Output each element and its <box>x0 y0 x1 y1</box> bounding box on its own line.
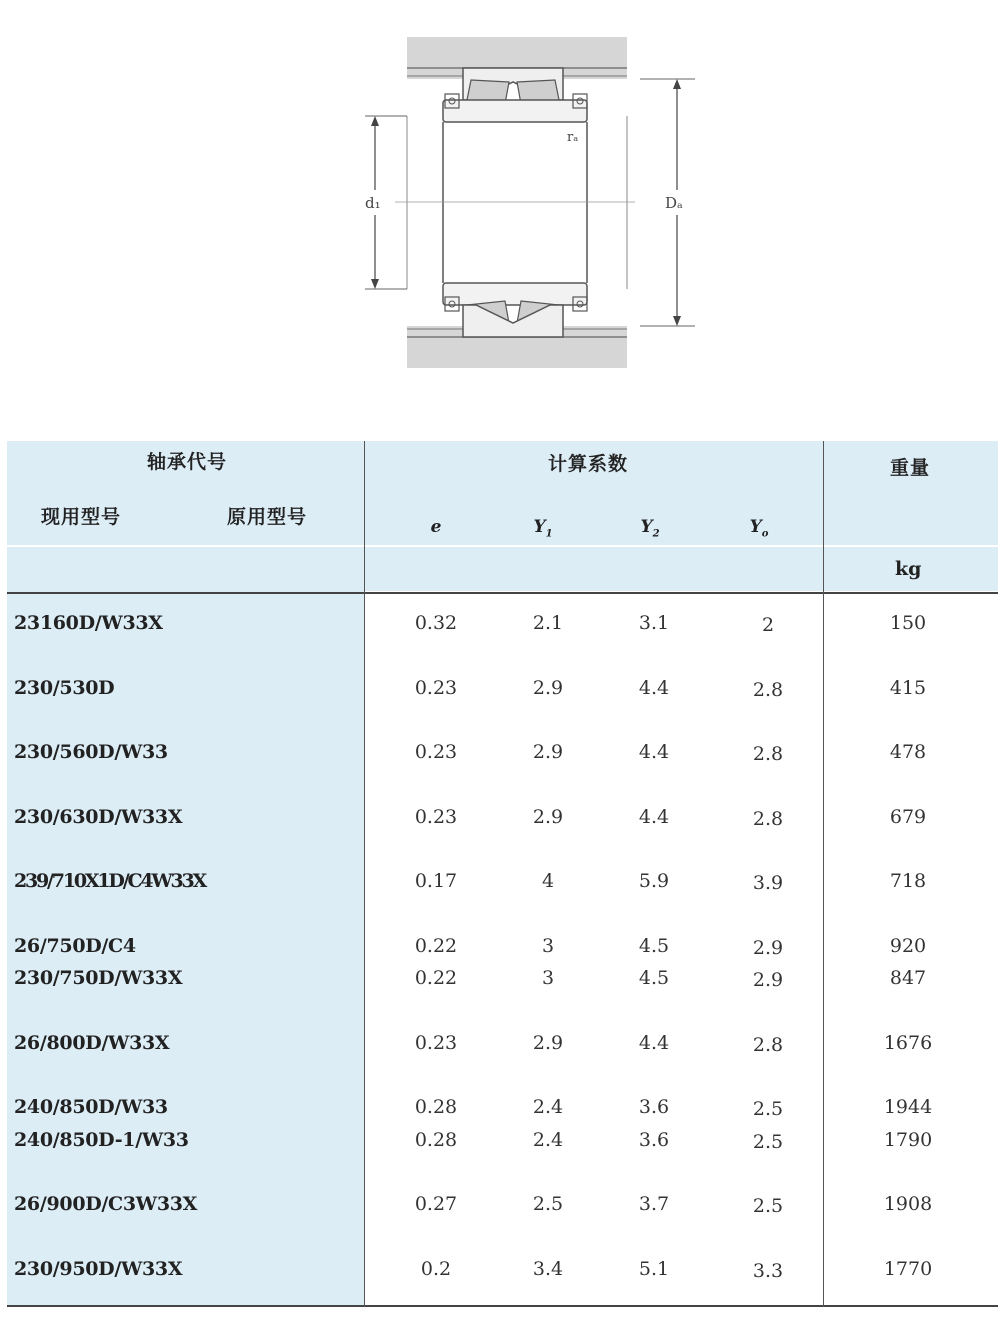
header-divider <box>7 545 998 547</box>
y2-cell: 4.4 <box>638 1032 670 1054</box>
e-cell: 0.22 <box>414 967 458 989</box>
header-sym-y0: $Y_o$ <box>749 517 769 540</box>
y0-cell: 2.8 <box>752 679 784 701</box>
y2-cell: 5.1 <box>638 1258 670 1280</box>
y2-cell: 5.9 <box>638 870 670 892</box>
weight-cell: 150 <box>889 612 927 634</box>
e-cell: 0.2 <box>420 1258 452 1280</box>
e-cell: 0.28 <box>414 1096 458 1118</box>
weight-cell: 847 <box>889 967 927 989</box>
e-cell: 0.23 <box>414 1032 458 1054</box>
model-cell: 239/710X1D/C4W33X <box>14 870 206 892</box>
table-row <box>7 736 998 768</box>
weight-cell: 1770 <box>883 1258 933 1280</box>
header-sym-e: e <box>430 517 442 537</box>
model-cell: 240/850D/W33 <box>14 1096 168 1118</box>
y2-cell: 4.5 <box>638 935 670 957</box>
bearing-mounting-diagram <box>355 30 700 375</box>
header-calc-coefficients: 计算系数 <box>548 453 629 475</box>
e-cell: 0.17 <box>414 870 458 892</box>
header-current-model: 现用型号 <box>41 506 122 528</box>
table-row <box>7 962 998 994</box>
y1-cell: 2.4 <box>532 1129 564 1151</box>
y0-cell: 2.8 <box>752 743 784 765</box>
outer-diameter-label: Dₐ <box>665 194 683 212</box>
weight-cell: 679 <box>889 806 927 828</box>
y1-cell: 2.1 <box>532 612 564 634</box>
y0-cell: 2.5 <box>752 1131 784 1153</box>
y1-cell: 2.5 <box>532 1193 564 1215</box>
table-row <box>7 865 998 897</box>
bearing-spec-table <box>7 441 998 1307</box>
y1-cell: 4 <box>541 870 555 892</box>
y1-cell: 2.4 <box>532 1096 564 1118</box>
table-row <box>7 607 998 639</box>
y0-cell: 2.8 <box>752 1034 784 1056</box>
y0-cell: 2.9 <box>752 937 784 959</box>
y1-cell: 2.9 <box>532 1032 564 1054</box>
y2-cell: 3.6 <box>638 1129 670 1151</box>
table-row <box>7 1027 998 1059</box>
weight-cell: 478 <box>889 741 927 763</box>
model-cell: 230/950D/W33X <box>14 1258 183 1280</box>
weight-cell: 1908 <box>883 1193 933 1215</box>
model-cell: 23160D/W33X <box>14 612 163 634</box>
model-cell: 240/850D-1/W33 <box>14 1129 189 1151</box>
y2-cell: 3.1 <box>638 612 670 634</box>
weight-cell: 920 <box>889 935 927 957</box>
e-cell: 0.28 <box>414 1129 458 1151</box>
e-cell: 0.32 <box>414 612 458 634</box>
weight-cell: 718 <box>889 870 927 892</box>
table-row <box>7 672 998 704</box>
y0-cell: 3.3 <box>752 1260 784 1282</box>
table-row <box>7 1253 998 1285</box>
y1-cell: 2.9 <box>532 806 564 828</box>
y1-cell: 2.9 <box>532 677 564 699</box>
y0-cell: 3.9 <box>752 872 784 894</box>
y2-cell: 4.5 <box>638 967 670 989</box>
header-bottom-rule <box>7 592 998 594</box>
table-row <box>7 1124 998 1156</box>
y2-cell: 4.4 <box>638 677 670 699</box>
y2-cell: 4.4 <box>638 806 670 828</box>
header-bearing-code: 轴承代号 <box>147 451 228 473</box>
weight-cell: 1944 <box>883 1096 933 1118</box>
fillet-radius-label: rₐ <box>567 130 579 145</box>
y2-cell: 3.6 <box>638 1096 670 1118</box>
table-row <box>7 1188 998 1220</box>
e-cell: 0.27 <box>414 1193 458 1215</box>
y0-cell: 2.5 <box>752 1098 784 1120</box>
model-cell: 230/530D <box>14 677 115 699</box>
header-weight: 重量 <box>890 457 931 479</box>
model-cell: 230/560D/W33 <box>14 741 168 763</box>
model-cell: 26/800D/W33X <box>14 1032 170 1054</box>
header-original-model: 原用型号 <box>227 506 308 528</box>
model-cell: 26/900D/C3W33X <box>14 1193 198 1215</box>
e-cell: 0.23 <box>414 741 458 763</box>
model-cell: 26/750D/C4 <box>14 935 136 957</box>
header-weight-unit: kg <box>895 558 922 580</box>
y1-cell: 3 <box>541 967 555 989</box>
y0-cell: 2.5 <box>752 1195 784 1217</box>
y1-cell: 3 <box>541 935 555 957</box>
e-cell: 0.22 <box>414 935 458 957</box>
y1-cell: 2.9 <box>532 741 564 763</box>
model-cell: 230/750D/W33X <box>14 967 183 989</box>
table-row <box>7 930 998 962</box>
y2-cell: 3.7 <box>638 1193 670 1215</box>
table-row <box>7 1091 998 1123</box>
inner-diameter-label: d₁ <box>365 194 381 212</box>
weight-cell: 415 <box>889 677 927 699</box>
y2-cell: 4.4 <box>638 741 670 763</box>
weight-cell: 1790 <box>883 1129 933 1151</box>
model-cell: 230/630D/W33X <box>14 806 183 828</box>
header-sym-y1: $Y_1$ <box>533 517 553 540</box>
weight-cell: 1676 <box>883 1032 933 1054</box>
e-cell: 0.23 <box>414 806 458 828</box>
y0-cell: 2.8 <box>752 808 784 830</box>
e-cell: 0.23 <box>414 677 458 699</box>
header-sym-y2: $Y_2$ <box>640 517 660 540</box>
table-row <box>7 801 998 833</box>
y0-cell: 2.9 <box>752 969 784 991</box>
y1-cell: 3.4 <box>532 1258 564 1280</box>
table-bottom-rule <box>7 1305 998 1307</box>
y0-cell: 2 <box>761 614 775 636</box>
